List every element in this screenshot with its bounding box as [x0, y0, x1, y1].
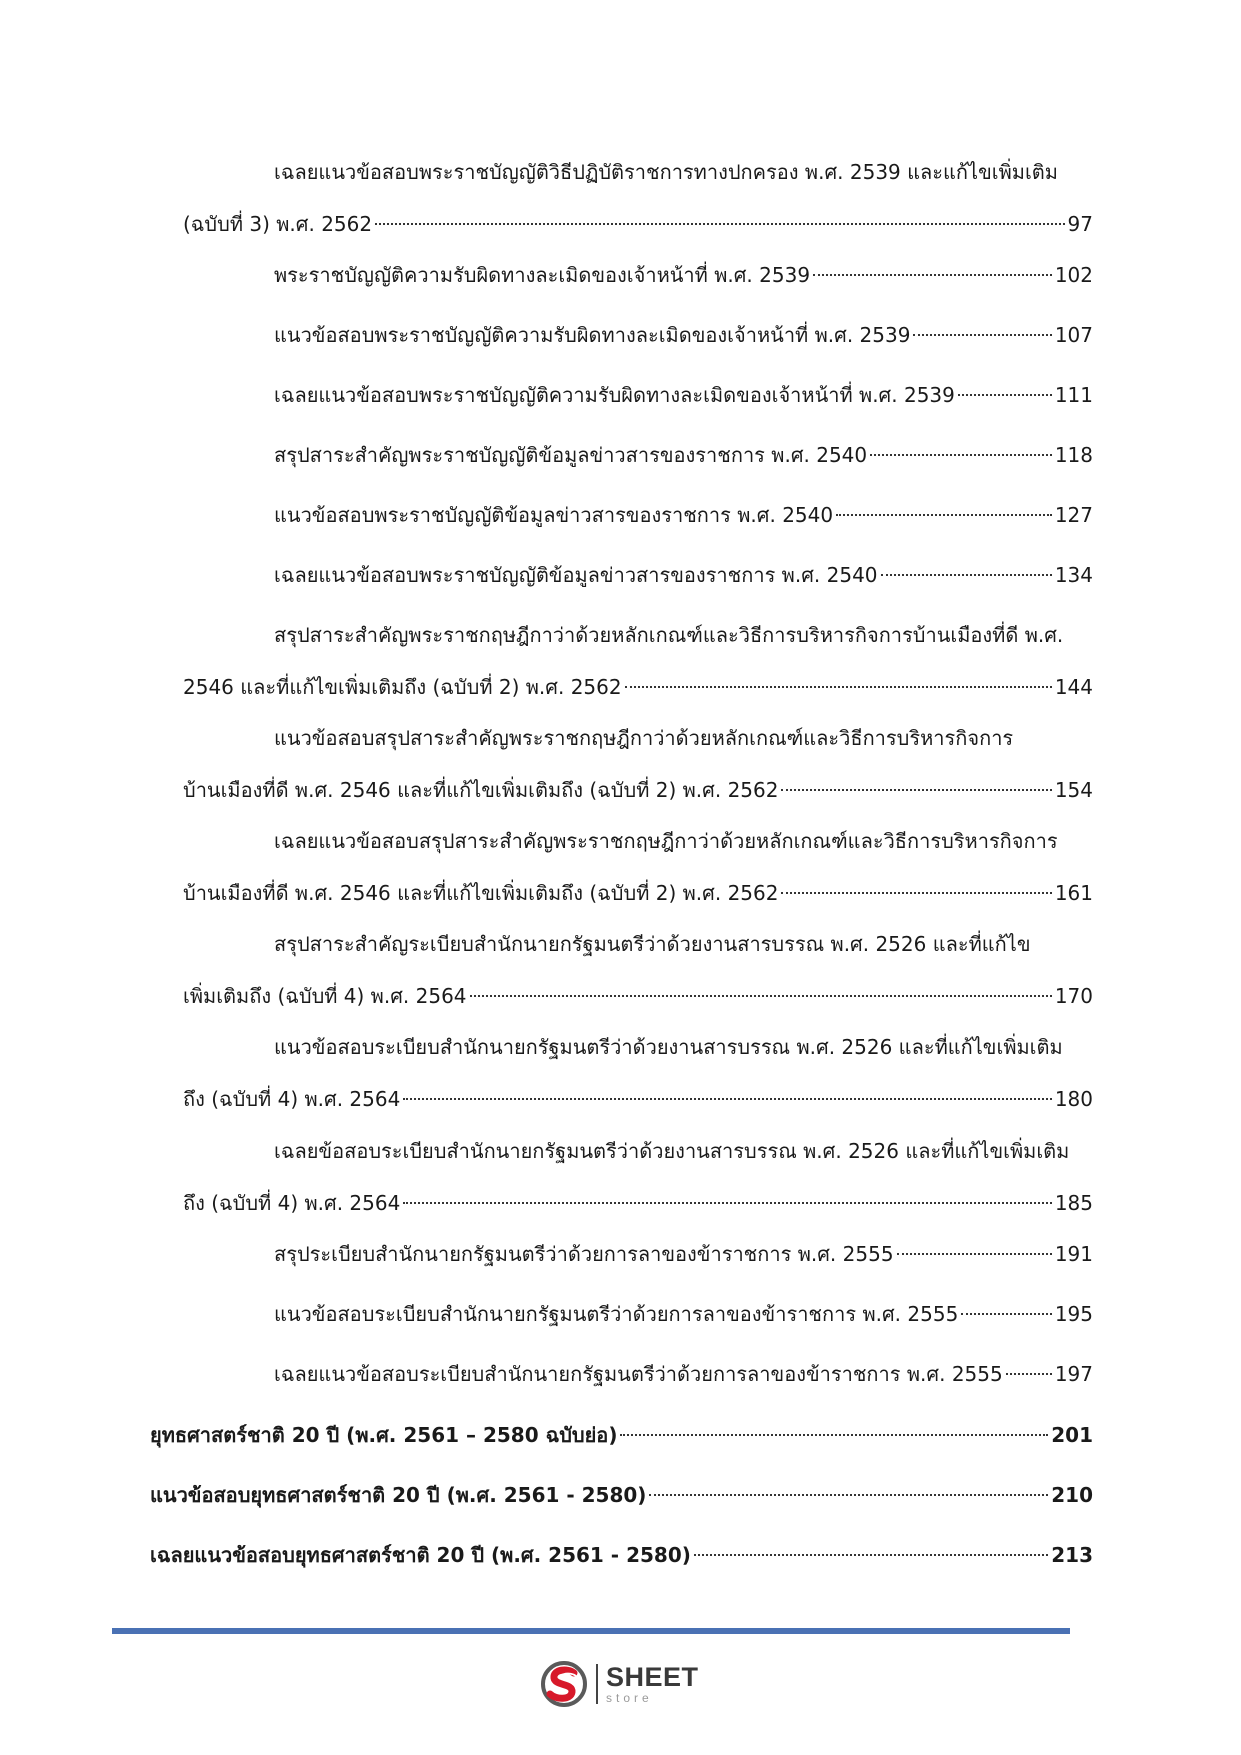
dot-leader [870, 454, 1052, 456]
toc-page-number: 201 [1051, 1423, 1093, 1447]
dot-leader [375, 223, 1064, 225]
toc-entry[interactable] [183, 609, 1093, 713]
toc-entry[interactable] [183, 549, 1093, 601]
dot-leader [649, 1494, 1048, 1496]
footer-divider [112, 1628, 1070, 1634]
dot-leader [403, 1098, 1051, 1100]
toc-page-number: 191 [1054, 1242, 1093, 1266]
brand-tagline: store [606, 1691, 653, 1705]
dot-leader [625, 686, 1052, 688]
toc-entry-title: แนวข้อสอบพระราชบัญญัติข้อมูลข่าวสารของราชการ พ.ศ. 2540 [274, 503, 834, 527]
toc-entry-title: เฉลยแนวข้อสอบพระราชบัญญัติข้อมูลข่าวสารของราชการ พ.ศ. 2540 [274, 563, 878, 587]
toc-chapter-entry[interactable] [150, 1469, 1093, 1521]
toc-chapter-title: เฉลยแนวข้อสอบยุทธศาสตร์ชาติ 20 ปี (พ.ศ. 2561 - 2580) [150, 1543, 691, 1567]
toc-entry[interactable] [183, 429, 1093, 481]
toc-entry[interactable] [183, 815, 1093, 919]
toc-entry[interactable] [183, 1288, 1093, 1340]
toc-entry[interactable] [183, 369, 1093, 421]
toc-entry-title-line1: เฉลยแนวข้อสอบสรุปสาระสำคัญพระราชกฤษฎีกาว่าด้วยหลักเกณฑ์และวิธีการบริหารกิจการ [274, 829, 1058, 853]
toc-page-number: 170 [1054, 984, 1093, 1008]
toc-entry-title-line1: แนวข้อสอบระเบียบสำนักนายกรัฐมนตรีว่าด้วยงานสารบรรณ พ.ศ. 2526 และที่แก้ไขเพิ่มเติม [274, 1035, 1063, 1059]
dot-leader [961, 1313, 1052, 1315]
dot-leader [470, 995, 1052, 997]
brand-name: SHEET [606, 1662, 699, 1692]
toc-page-number: 118 [1054, 443, 1093, 467]
toc-entry-title: เฉลยแนวข้อสอบพระราชบัญญัติความรับผิดทางละเมิดของเจ้าหน้าที่ พ.ศ. 2539 [274, 383, 955, 407]
toc-entry-title: พระราชบัญญัติความรับผิดทางละเมิดของเจ้าหน้าที่ พ.ศ. 2539 [274, 263, 811, 287]
toc-chapter-title: ยุทธศาสตร์ชาติ 20 ปี (พ.ศ. 2561 – 2580 ฉบับย่อ) [150, 1423, 618, 1447]
toc-chapter-entry[interactable] [150, 1409, 1093, 1461]
toc-chapter-title: แนวข้อสอบยุทธศาสตร์ชาติ 20 ปี (พ.ศ. 2561 - 2580) [150, 1483, 647, 1507]
toc-entry-title-line1: สรุปสาระสำคัญพระราชกฤษฎีกาว่าด้วยหลักเกณฑ์และวิธีการบริหารกิจการบ้านเมืองที่ดี พ.ศ. [274, 623, 1064, 647]
toc-entry-title-line2: บ้านเมืองที่ดี พ.ศ. 2546 และที่แก้ไขเพิ่มเติมถึง (ฉบับที่ 2) พ.ศ. 2562 [183, 778, 779, 802]
toc-page-number: 195 [1054, 1302, 1093, 1326]
toc-entry[interactable] [183, 712, 1093, 816]
toc-page-number: 127 [1054, 503, 1093, 527]
dot-leader [781, 789, 1051, 791]
dot-leader [836, 514, 1052, 516]
toc-entry-title-line1: เฉลยข้อสอบระเบียบสำนักนายกรัฐมนตรีว่าด้วยงานสารบรรณ พ.ศ. 2526 และที่แก้ไขเพิ่มเติม [274, 1139, 1070, 1163]
toc-page-number: 111 [1054, 383, 1093, 407]
dot-leader [1006, 1373, 1052, 1375]
toc-entry-title: สรุประเบียบสำนักนายกรัฐมนตรีว่าด้วยการลาของข้าราชการ พ.ศ. 2555 [274, 1242, 894, 1266]
toc-page-number: 144 [1054, 675, 1093, 699]
logo-separator [596, 1664, 598, 1704]
toc-entry[interactable] [183, 249, 1093, 301]
toc-page-number: 97 [1067, 212, 1093, 236]
toc-page-number: 134 [1054, 563, 1093, 587]
dot-leader [694, 1554, 1048, 1556]
toc-entry-title-line1: แนวข้อสอบสรุปสาระสำคัญพระราชกฤษฎีกาว่าด้วยหลักเกณฑ์และวิธีการบริหารกิจการ [274, 726, 1014, 750]
dot-leader [881, 574, 1052, 576]
toc-entry-title-line2: ถึง (ฉบับที่ 4) พ.ศ. 2564 [183, 1191, 401, 1215]
toc-entry-title-line2: ถึง (ฉบับที่ 4) พ.ศ. 2564 [183, 1087, 401, 1111]
toc-entry[interactable] [183, 309, 1093, 361]
toc-entry-title-line2: บ้านเมืองที่ดี พ.ศ. 2546 และที่แก้ไขเพิ่มเติมถึง (ฉบับที่ 2) พ.ศ. 2562 [183, 881, 779, 905]
toc-entry-title-line1: เฉลยแนวข้อสอบพระราชบัญญัติวิธีปฏิบัติราชการทางปกครอง พ.ศ. 2539 และแก้ไขเพิ่มเติม [274, 160, 1058, 184]
sheetstore-s-logo-icon [538, 1659, 590, 1709]
dot-leader [813, 274, 1052, 276]
toc-entry-title-line2: เพิ่มเติมถึง (ฉบับที่ 4) พ.ศ. 2564 [183, 984, 467, 1008]
toc-entry-title: แนวข้อสอบพระราชบัญญัติความรับผิดทางละเมิดของเจ้าหน้าที่ พ.ศ. 2539 [274, 323, 911, 347]
toc-entry-title-line2: 2546 และที่แก้ไขเพิ่มเติมถึง (ฉบับที่ 2) พ.ศ. 2562 [183, 675, 622, 699]
toc-entry-title-line2: (ฉบับที่ 3) พ.ศ. 2562 [183, 212, 373, 236]
dot-leader [897, 1253, 1052, 1255]
toc-page-number: 197 [1054, 1362, 1093, 1386]
toc-page-number: 180 [1054, 1087, 1093, 1111]
toc-entry[interactable] [183, 1125, 1093, 1229]
toc-entry[interactable] [183, 489, 1093, 541]
toc-chapter-entry[interactable] [150, 1529, 1093, 1581]
toc-entry[interactable] [183, 1021, 1093, 1125]
dot-leader [403, 1202, 1051, 1204]
toc-entry-title-line1: สรุปสาระสำคัญระเบียบสำนักนายกรัฐมนตรีว่าด้วยงานสารบรรณ พ.ศ. 2526 และที่แก้ไข [274, 932, 1031, 956]
toc-page-number: 154 [1054, 778, 1093, 802]
toc-entry-title: สรุปสาระสำคัญพระราชบัญญัติข้อมูลข่าวสารของราชการ พ.ศ. 2540 [274, 443, 868, 467]
dot-leader [781, 892, 1051, 894]
toc-entry-title: เฉลยแนวข้อสอบระเบียบสำนักนายกรัฐมนตรีว่าด้วยการลาของข้าราชการ พ.ศ. 2555 [274, 1362, 1003, 1386]
toc-page-number: 102 [1054, 263, 1093, 287]
toc-page-number: 213 [1051, 1543, 1093, 1567]
toc-page-number: 107 [1054, 323, 1093, 347]
toc-entry[interactable] [183, 1228, 1093, 1280]
toc-entry-title: แนวข้อสอบระเบียบสำนักนายกรัฐมนตรีว่าด้วยการลาของข้าราชการ พ.ศ. 2555 [274, 1302, 959, 1326]
toc-entry[interactable] [183, 146, 1093, 250]
dot-leader [958, 394, 1052, 396]
dot-leader [620, 1434, 1048, 1436]
sheetstore-logo [538, 1657, 699, 1711]
toc-page-number: 185 [1054, 1191, 1093, 1215]
toc-entry[interactable] [183, 1348, 1093, 1400]
dot-leader [913, 334, 1051, 336]
toc-page-number: 210 [1051, 1483, 1093, 1507]
toc-entry[interactable] [183, 918, 1093, 1022]
toc-page-number: 161 [1054, 881, 1093, 905]
